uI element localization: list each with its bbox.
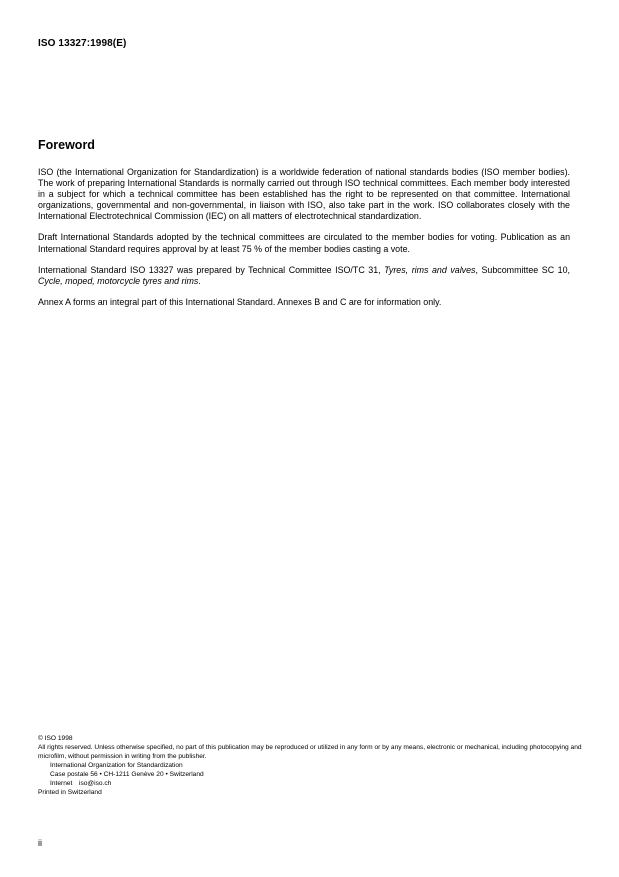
organization-name: International Organization for Standardization — [50, 762, 183, 769]
foreword-body — [38, 167, 570, 318]
foreword-paragraph-1: ISO (the International Organization for Standardization) is a worldwide federation of national standards bodies (ISO member bodies). The work of preparing International Standards is normally carried out through ISO technical committees. Each member body interested in a subject for which a technical committee has been established has the right to be represented on that committee. International organizations, governmental and non-governmental, in liaison with ISO, also take part in the work. ISO collaborates closely with the International Electrotechnical Commission (IEC) on all matters of electrotechnical standardization. — [38, 167, 570, 222]
internet-line — [38, 779, 583, 788]
foreword-heading: Foreword — [38, 138, 95, 152]
committee-name: Tyres, rims and valves — [384, 264, 476, 275]
foreword-paragraph-2: Draft International Standards adopted by the technical committees are circulated to the member bodies for voting. Publication as an International Standard requires approval by at least 75 % of the member bodies casting a vote. — [38, 232, 570, 254]
foreword-paragraph-4: Annex A forms an integral part of this International Standard. Annexes B and C are for information only. — [38, 296, 442, 307]
subcommittee-name: Cycle, moped, motorcycle tyres and rims — [38, 275, 199, 286]
postal-address: Case postale 56 • CH-1211 Genève 20 • Switzerland — [50, 771, 204, 778]
printed-in: Printed in Switzerland — [38, 789, 102, 796]
rights-statement: All rights reserved. Unless otherwise specified, no part of this publication may be reproduced or utilized in any form or by any means, electronic or mechanical, including photocopying and microfilm, without permission in writing from the publisher. — [38, 744, 582, 760]
foreword-p3-text-c: . — [198, 275, 201, 286]
internet-address: iso@iso.ch — [79, 780, 112, 787]
copyright-line: © ISO 1998 — [38, 735, 73, 742]
foreword-p3-text-a: International Standard ISO 13327 was prepared by Technical Committee ISO/TC 31, — [38, 264, 385, 275]
foreword-paragraph-3 — [38, 265, 570, 287]
copyright-footer — [38, 734, 583, 797]
foreword-p3-text-b: , Subcommittee SC 10, — [475, 264, 570, 275]
document-id: ISO 13327:1998(E) — [38, 38, 127, 49]
internet-label: Internet — [50, 780, 73, 787]
page-number: ii — [38, 838, 42, 848]
